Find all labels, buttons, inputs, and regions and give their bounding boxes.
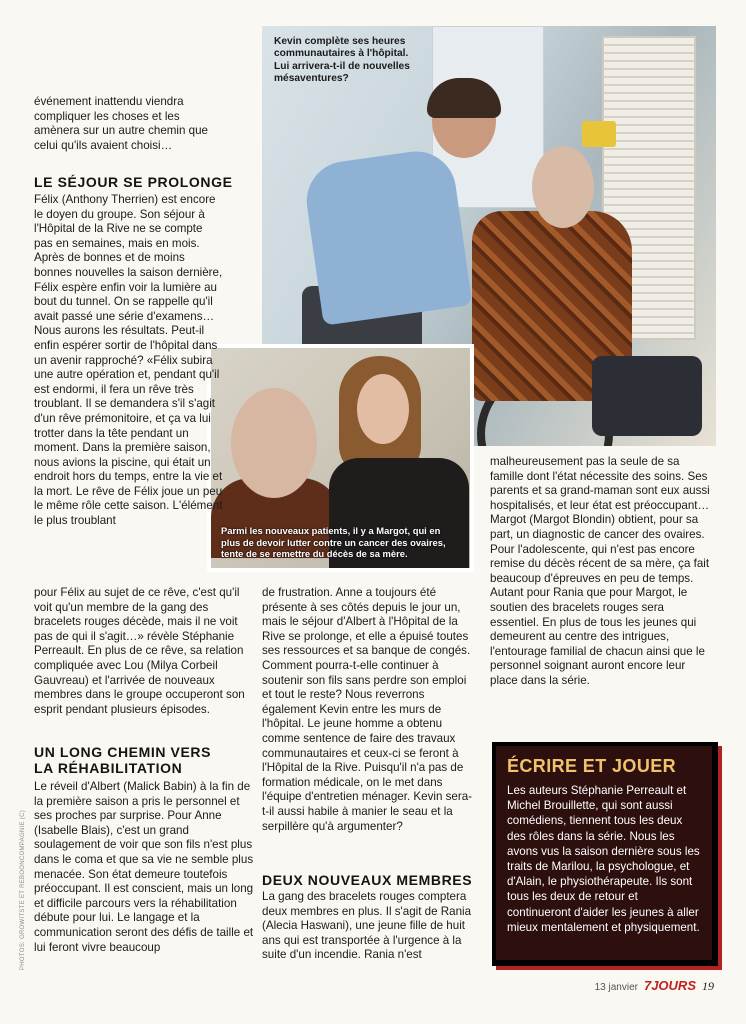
column-1-body [34, 193, 224, 529]
column-1-bottom [34, 780, 258, 955]
column-2 [262, 586, 478, 834]
page-number: 19 [702, 979, 714, 993]
sidebar-content [496, 746, 712, 960]
heading-sejour: LE SÉJOUR SE PROLONGE [34, 174, 233, 190]
photo-credit: PHOTOS: GROWITSTE ET REBOONCOMPAGNIE (C) [20, 809, 26, 970]
column-2-bottom [262, 890, 478, 963]
column-1-top [34, 95, 224, 153]
paragraph-rania: La gang des bracelets rouges comptera deux membres en plus. Il s'agit de Rania (Alecia Haswani), une jeune fille de huit ans qui est transportée à l'urgence à la suite d'un incendie. Rania n'est [262, 890, 472, 962]
heading-rehabilitation: UN LONG CHEMIN VERS LA RÉHABILITATION [34, 744, 212, 776]
inset-photo [207, 344, 474, 572]
paragraph-felix: Félix (Anthony Therrien) est encore le doyen du groupe. Son séjour à l'Hôpital de la Rive ne se compte pas en semaines, mais en mois. Après de bonnes et de moins bonnes nouvelles la saison dernière, Félix espère enfin voir la lumière au bout du tunnel. On se rappelle qu'il avait passé une série d'examens… Nous aurons les résultats. Peut-il enfin espérer sortir de l'hôpital dans un avenir rapproché? «Félix subira une autre opération et, pendant qu'il est endormi, il fera un rêve très troublant. Il se demandera s'il s'agit d'un rêve prémonitoire, et ça va lui trotter dans la tête pendant un moment. Dans la première saison, nous avions la piscine, qui était un endroit hors du temps, entre la vie et la mort. Le rêve de Félix joue un peu le même rôle cette saison. L'élément le plus troublant [34, 193, 223, 528]
inset-patient-head [231, 388, 317, 498]
issue-date: 13 janvier [594, 982, 638, 993]
inset-photo-image [211, 348, 470, 568]
paragraph-albert: Le réveil d'Albert (Malick Babin) à la fin de la première saison a pris le personnel et ses proches par surprise. Pour Anne (Isabelle Blais), c'est un grand soulagement de voir que son fils n'est plus dans le coma et que sa vie ne semble plus menacée. Son état demeure toutefois préoccupant. Il est conscient, mais un long et difficile parcours vers la réhabilitation débute pour lui. Le langage et la communication seront des défis de taille et lui feront vivre beaucoup [34, 780, 254, 954]
paragraph-felix-continued: pour Félix au sujet de ce rêve, c'est qu'il voit qu'un membre de la gang des bracelets rouges décède, mais il ne voit pas de qui il s'agit…» révèle Stéphanie Perreault. En plus de ce rêve, sa relation compliquée avec Lou (Milya Corbeil Gauvreau) et l'arrivée de nouveaux membres dans le groupe occuperont son esprit pendant plusieurs épisodes. [34, 586, 245, 716]
inset-margot-face [357, 374, 409, 444]
paragraph-anne-kevin: de frustration. Anne a toujours été présente à ses côtés depuis le jour un, mais le séjour d'Albert à l'Hôpital de la Rive se prolonge, et elle a épuisé toutes ses ressources et sa banque de congés. Comment pourra-t-elle continuer à soutenir son fils sans perdre son emploi et tout le reste? Nous reverrons également Kevin entre les murs de l'hôpital. Le jeune homme a obtenu comme sentence de faire des travaux communautaires et ceux-ci se feront à l'Hôpital de la Rive. Puisqu'il n'a pas de formation médicale, on le met dans l'équipe d'entretien ménager. Kevin sera-t-il aussi habile à manier le seau et la serpillère qu'à argumenter? [262, 586, 473, 833]
photo-sharps-container [582, 121, 616, 147]
inset-photo-caption: Parmi les nouveaux patients, il y a Margot, qui en plus de devoir lutter contre un cancer des ovaires, tente de se remettre du décès de sa mère. [221, 525, 446, 560]
sidebar-text: Les auteurs Stéphanie Perreault et Michel Brouillette, qui sont aussi comédiens, tiennent tous les deux des rôles dans la série. Nous les avons vus la saison dernière sous les traits de Marilou, la psychologue, et d'Alain, le physiothérapeute. Ils sont tous les deux de retour et continueront d'aider les jeunes à aller mieux mentalement et physiquement. [507, 784, 700, 934]
heading-nouveaux-membres: DEUX NOUVEAUX MEMBRES [262, 872, 473, 888]
intro-paragraph: événement inattendu viendra compliquer les choses et les amènera sur un autre chemin que celui qu'ils avaient choisi… [34, 95, 209, 152]
column-1-wide [34, 586, 258, 717]
photo-kevin-shirt [302, 146, 473, 325]
page-footer [595, 978, 714, 994]
magazine-logo: 7JOURS [643, 978, 696, 993]
column-3 [490, 455, 712, 689]
photo-patient-head [532, 146, 594, 228]
sidebar-box [492, 742, 718, 966]
sidebar-title: ÉCRIRE ET JOUER [507, 756, 677, 776]
main-photo-caption: Kevin complète ses heures communautaires à l'hôpital. Lui arrivera-t-il de nouvelles mésaventures? [274, 36, 410, 85]
paragraph-margot: malheureusement pas la seule de sa famille dont l'état nécessite des soins. Ses parents et sa grand-maman sont eux aussi hospitalisés, et leur état est préoccupant… Margot (Margot Blondin) obtient, pour sa part, un diagnostic de cancer des ovaires. Pour l'adolescente, qui n'est pas encore remise du décès récent de sa mère, ça fait beaucoup d'épreuves en peu de temps. Autant pour Rania que pour Margot, le soutien des bracelets rouges sera essentiel. En plus de tous les jeunes qui demeurent au centre des intrigues, l'entourage familial de chacun ainsi que le personnel soignant auront encore leur place dans la série. [490, 455, 710, 687]
photo-patient-legs [592, 356, 702, 436]
